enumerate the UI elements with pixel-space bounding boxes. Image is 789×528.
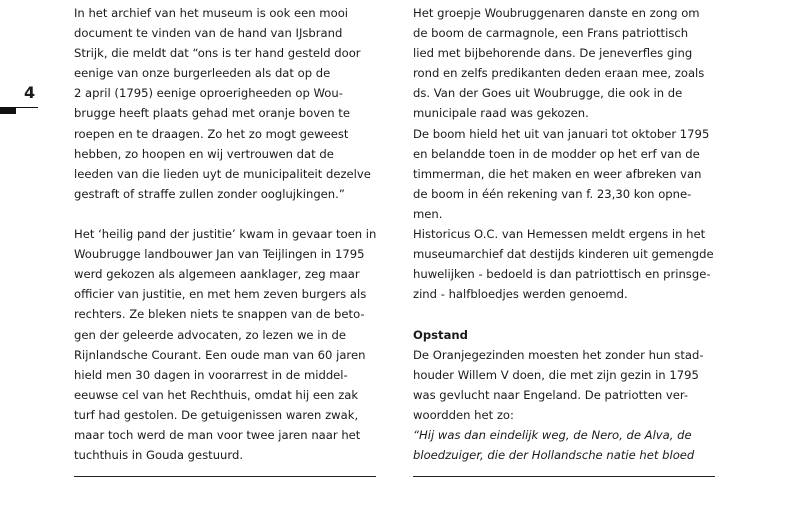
right-quote xyxy=(413,425,715,465)
left-column-bottom-rule xyxy=(74,476,376,477)
text-line: tuchthuis in Gouda gestuurd. xyxy=(74,448,244,463)
text-line: Woubrugge landbouwer Jan van Teijlingen in 1795 xyxy=(74,247,365,262)
quote-line: bloedzuiger, die der Hollandsche natie het bloed xyxy=(413,448,695,463)
text-line: ds. Van der Goes uit Woubrugge, die ook in de xyxy=(413,86,683,101)
text-line: Het groepje Woubruggenaren danste en zong om xyxy=(413,6,700,20)
text-line: gestraft of straffe zullen zonder ooglujkingen.” xyxy=(74,186,345,201)
text-line: roepen en te draagen. Zo het zo mogt geweest xyxy=(74,126,349,141)
text-line: houder Willem V doen, die met zijn gezin in 1795 xyxy=(413,367,699,382)
text-line: gen der geleerde advocaten, zo lezen we in de xyxy=(74,327,347,342)
text-line: brugge heeft plaats gehad met oranje boven te xyxy=(74,106,350,121)
quote-line: “Hij was dan eindelijk weg, de Nero, de Alva, de xyxy=(413,427,692,442)
section-heading-opstand: Opstand xyxy=(413,327,468,342)
text-line: timmerman, die het maken en weer afbreken van xyxy=(413,166,702,181)
text-line: de boom in één rekening van f. 23,30 kon opne- xyxy=(413,186,692,201)
text-line: lied met bijbehorende dans. De jeneverfles ging xyxy=(413,46,693,61)
text-line: en belandde toen in de modder op het erf van de xyxy=(413,146,700,161)
text-line: de boom de carmagnole, een Frans patriottisch xyxy=(413,26,689,41)
margin-marker-thin xyxy=(16,107,38,108)
text-line: werd gekozen als algemeen aanklager, zeg maar xyxy=(74,267,360,282)
text-line: huwelijken - bedoeld is dan patriottisch en prinsge- xyxy=(413,267,711,282)
text-line: woordden het zo: xyxy=(413,407,514,422)
paragraph-spacer xyxy=(74,204,376,224)
right-column-bottom-rule xyxy=(413,476,715,477)
text-line: was gevlucht naar Engeland. De patriotten ver- xyxy=(413,387,689,402)
text-line: eeuwse cel van het Rechthuis, omdat hij een zak xyxy=(74,387,359,402)
text-line: rond en zelfs predikanten deden eraan mee, zoals xyxy=(413,66,705,81)
text-line: De boom hield het uit van januari tot oktober 1795 xyxy=(413,126,710,141)
left-column xyxy=(74,3,376,465)
page-number: 4 xyxy=(24,83,36,102)
text-line: eenige van onze burgerleeden als dat op de xyxy=(74,66,331,81)
text-line: maar toch werd de man voor twee jaren naar het xyxy=(74,427,361,442)
text-line: hield men 30 dagen in voorarrest in de middel- xyxy=(74,367,348,382)
text-line: 2 april (1795) eenige oproerigheeden op Wou- xyxy=(74,86,343,101)
left-paragraph-justice xyxy=(74,224,376,465)
text-line: museumarchief dat destijds kinderen uit gemengde xyxy=(413,247,714,262)
text-line: hebben, zo hoopen en wij vertrouwen dat de xyxy=(74,146,334,161)
text-line: rechters. Ze bleken niets te snappen van de beto- xyxy=(74,307,365,322)
text-line: officier van justitie, en met hem zeven burgers als xyxy=(74,287,367,302)
text-line: leeden van die lieden uyt de municipaliteit dezelve xyxy=(74,166,371,181)
text-line: Rijnlandsche Courant. Een oude man van 60 jaren xyxy=(74,347,366,362)
text-line: Strijk, die meldt dat “ons is ter hand gesteld door xyxy=(74,46,361,61)
text-line: zind - halfbloedjes werden genoemd. xyxy=(413,287,628,302)
margin-marker-bar xyxy=(0,103,38,115)
text-line: Historicus O.C. van Hemessen meldt ergens in het xyxy=(413,227,706,242)
paragraph-spacer xyxy=(413,304,715,324)
text-line: In het archief van het museum is ook een mooi xyxy=(74,6,349,20)
text-line: Het ‘heilig pand der justitie’ kwam in gevaar toen in xyxy=(74,227,377,242)
text-line: document te vinden van de hand van IJsbrand xyxy=(74,26,343,41)
text-line: men. xyxy=(413,206,443,221)
right-column xyxy=(413,3,715,465)
right-paragraph-liberty-tree xyxy=(413,3,715,304)
left-paragraph-archive xyxy=(74,3,376,204)
right-paragraph-opstand xyxy=(413,345,715,425)
margin-marker-thick xyxy=(0,107,16,114)
text-line: municipale raad was gekozen. xyxy=(413,106,589,121)
text-line: turf had gestolen. De getuigenissen waren zwak, xyxy=(74,407,359,422)
text-line: De Oranjegezinden moesten het zonder hun stad- xyxy=(413,347,704,362)
